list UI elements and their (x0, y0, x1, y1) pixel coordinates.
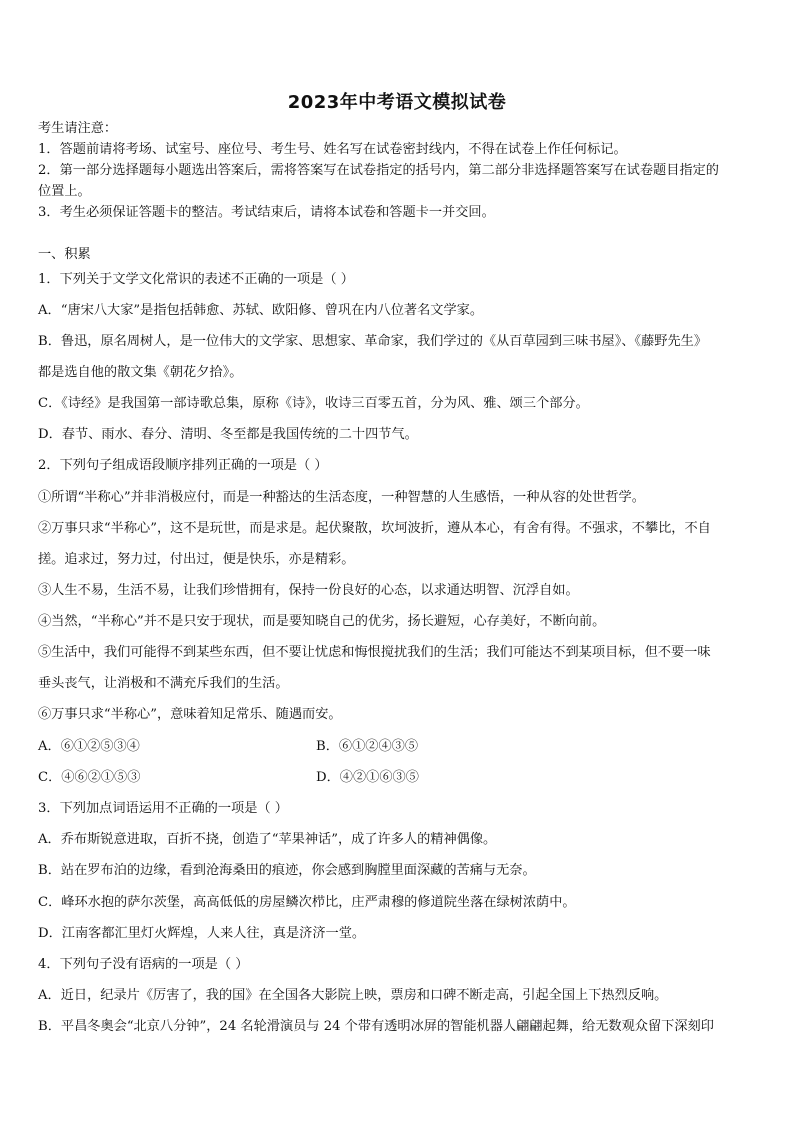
notice-item: 2．第一部分选择题每小题选出答案后，需将答案写在试卷指定的括号内，第二部分非选择题答案写在试卷题目指定的 (38, 163, 719, 178)
question-stem: 2．下列句子组成语段顺序排列正确的一项是（ ） (38, 458, 328, 473)
sentence-3: ③人生不易，生活不易，让我们珍惜拥有，保持一份良好的心态，以求通达明智、沉浮自如。 (38, 583, 579, 598)
sentence-2-continued: 搓。追求过，努力过，付出过，便是快乐，亦是精彩。 (38, 552, 355, 567)
page-title: 2023年中考语文模拟试卷 (287, 92, 507, 113)
question-stem: 1．下列关于文学文化常识的表述不正确的一项是（ ） (38, 272, 354, 287)
sentence-6: ⑥万事只求“半称心”，意味着知足常乐、随遇而安。 (38, 707, 342, 722)
option-a: A．⑥①②⑤③④ (38, 739, 140, 754)
option-c: C．《诗经》是我国第一部诗歌总集，原称《诗》，收诗三百零五首，分为风、雅、颂三个部分。 (38, 396, 589, 411)
sentence-5-continued: 垂头丧气，让消极和不满充斥我们的生活。 (38, 676, 289, 691)
option-d: D．春节、雨水、春分、清明、冬至都是我国传统的二十四节气。 (38, 427, 418, 442)
notice-item: 位置上。 (38, 184, 91, 199)
question-stem: 4．下列句子没有语病的一项是（ ） (38, 957, 249, 972)
question-stem: 3．下列加点词语运用不正确的一项是（ ） (38, 801, 288, 816)
option-b: B．站在罗布泊的边缘，看到沧海桑田的痕迹，你会感到胸膛里面深藏的苦痛与无奈。 (38, 863, 536, 878)
sentence-2: ②万事只求“半称心”，这不是玩世，而是求是。起伏聚散，坎坷波折，遵从本心，有舍有得。不强求，不攀比，不自 (38, 521, 711, 536)
sentence-5: ⑤生活中，我们可能得不到某些东西，但不要让忧虑和悔恨搅扰我们的生活；我们可能达不到某项目标，但不要一味 (38, 645, 711, 660)
sentence-1: ①所谓“半称心”并非消极应付，而是一种豁达的生活态度，一种智慧的人生感悟，一种从容的处世哲学。 (38, 490, 645, 505)
option-b: B．平昌冬奥会“北京八分钟”，24 名轮滑演员与 24 个带有透明冰屏的智能机器人翩翩起舞，给无数观众留下深刻印 (38, 1019, 714, 1034)
option-d: D．④②①⑥③⑤ (316, 770, 419, 785)
option-d: D．江南客都汇里灯火辉煌，人来人往，真是济济一堂。 (38, 926, 366, 941)
option-b: B．鲁迅，原名周树人，是一位伟大的文学家、思想家、革命家，我们学过的《从百草园到三味书屋》、《藤野先生》 (38, 334, 708, 349)
option-c: C．④⑥②①⑤③ (38, 770, 141, 785)
notice-item: 1．答题前请将考场、试室号、座位号、考生号、姓名写在试卷密封线内，不得在试卷上作任何标记。 (38, 142, 627, 157)
sentence-4: ④当然，“半称心”并不是只安于现状，而是要知晓自己的优劣，扬长避短，心存美好，不断向前。 (38, 614, 606, 629)
option-a: A．近日，纪录片《厉害了，我的国》在全国各大影院上映，票房和口碑不断走高，引起全国上下热烈反响。 (38, 988, 668, 1003)
option-b: B．⑥①②④③⑤ (316, 739, 419, 754)
notice-item: 3．考生必须保证答题卡的整洁。考试结束后，请将本试卷和答题卡一并交回。 (38, 205, 495, 220)
option-a: A．乔布斯锐意进取，百折不挠，创造了“苹果神话”，成了许多人的精神偶像。 (38, 832, 497, 847)
option-c: C．峰环水抱的萨尔茨堡，高高低低的房屋鳞次栉比，庄严肃穆的修道院坐落在绿树浓荫中。 (38, 895, 576, 910)
option-a: A．“唐宋八大家”是指包括韩愈、苏轼、欧阳修、曾巩在内八位著名文学家。 (38, 303, 484, 318)
section-heading: 一、积累 (38, 247, 91, 262)
option-b-continued: 都是选自他的散文集《朝花夕拾》。 (38, 365, 243, 380)
notice-heading: 考生请注意： (38, 121, 118, 136)
